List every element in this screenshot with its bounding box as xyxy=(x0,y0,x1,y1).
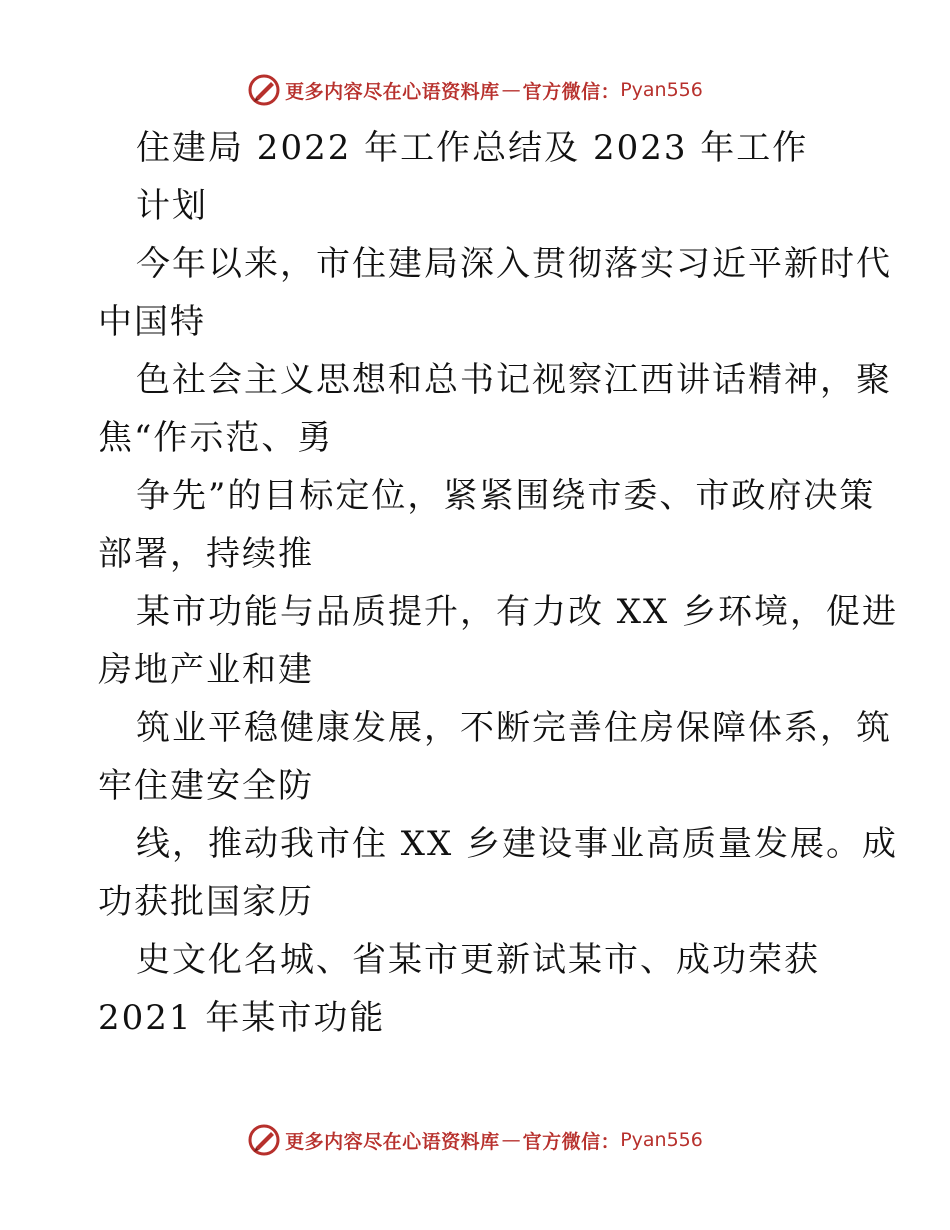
watermark-text: 更多内容尽在心语资料库 xyxy=(285,80,500,103)
watermark-contact: 官方微信： xyxy=(522,80,621,103)
pen-logo-icon xyxy=(247,1123,281,1157)
watermark-contact: 官方微信： xyxy=(522,1130,621,1153)
watermark-separator: — xyxy=(501,1129,521,1151)
body-line: 部署，持续推 xyxy=(98,534,314,574)
watermark-header xyxy=(0,70,950,110)
document-title-line-1: 住建局 2022 年工作总结及 2023 年工作 xyxy=(136,128,809,168)
body-line: 色社会主义思想和总书记视察江西讲话精神，聚 xyxy=(136,360,892,400)
watermark-id: Pyan556 xyxy=(620,79,703,101)
body-line: 筑业平稳健康发展，不断完善住房保障体系，筑 xyxy=(136,708,892,748)
body-line: 中国特 xyxy=(98,302,206,342)
watermark-separator: — xyxy=(501,79,521,101)
watermark-footer xyxy=(0,1120,950,1160)
body-line: 某市功能与品质提升，有力改 XX 乡环境，促进 xyxy=(136,592,899,632)
body-line: 功获批国家历 xyxy=(98,882,314,922)
document-title-line-2: 计划 xyxy=(136,186,208,226)
watermark-text: 更多内容尽在心语资料库 xyxy=(285,1130,500,1153)
body-line: 焦“作示范、勇 xyxy=(98,418,334,458)
body-line: 今年以来，市住建局深入贯彻落实习近平新时代 xyxy=(136,244,892,284)
body-line: 线，推动我市住 XX 乡建设事业高质量发展。成 xyxy=(136,824,899,864)
body-line: 史文化名城、省某市更新试某市、成功荣获 xyxy=(136,940,820,980)
body-line: 争先”的目标定位，紧紧围绕市委、市政府决策 xyxy=(136,476,876,516)
body-line: 牢住建安全防 xyxy=(98,766,314,806)
body-line: 2021 年某市功能 xyxy=(98,998,386,1038)
body-line: 房地产业和建 xyxy=(98,650,314,690)
watermark-id: Pyan556 xyxy=(620,1129,703,1151)
pen-logo-icon xyxy=(247,73,281,107)
